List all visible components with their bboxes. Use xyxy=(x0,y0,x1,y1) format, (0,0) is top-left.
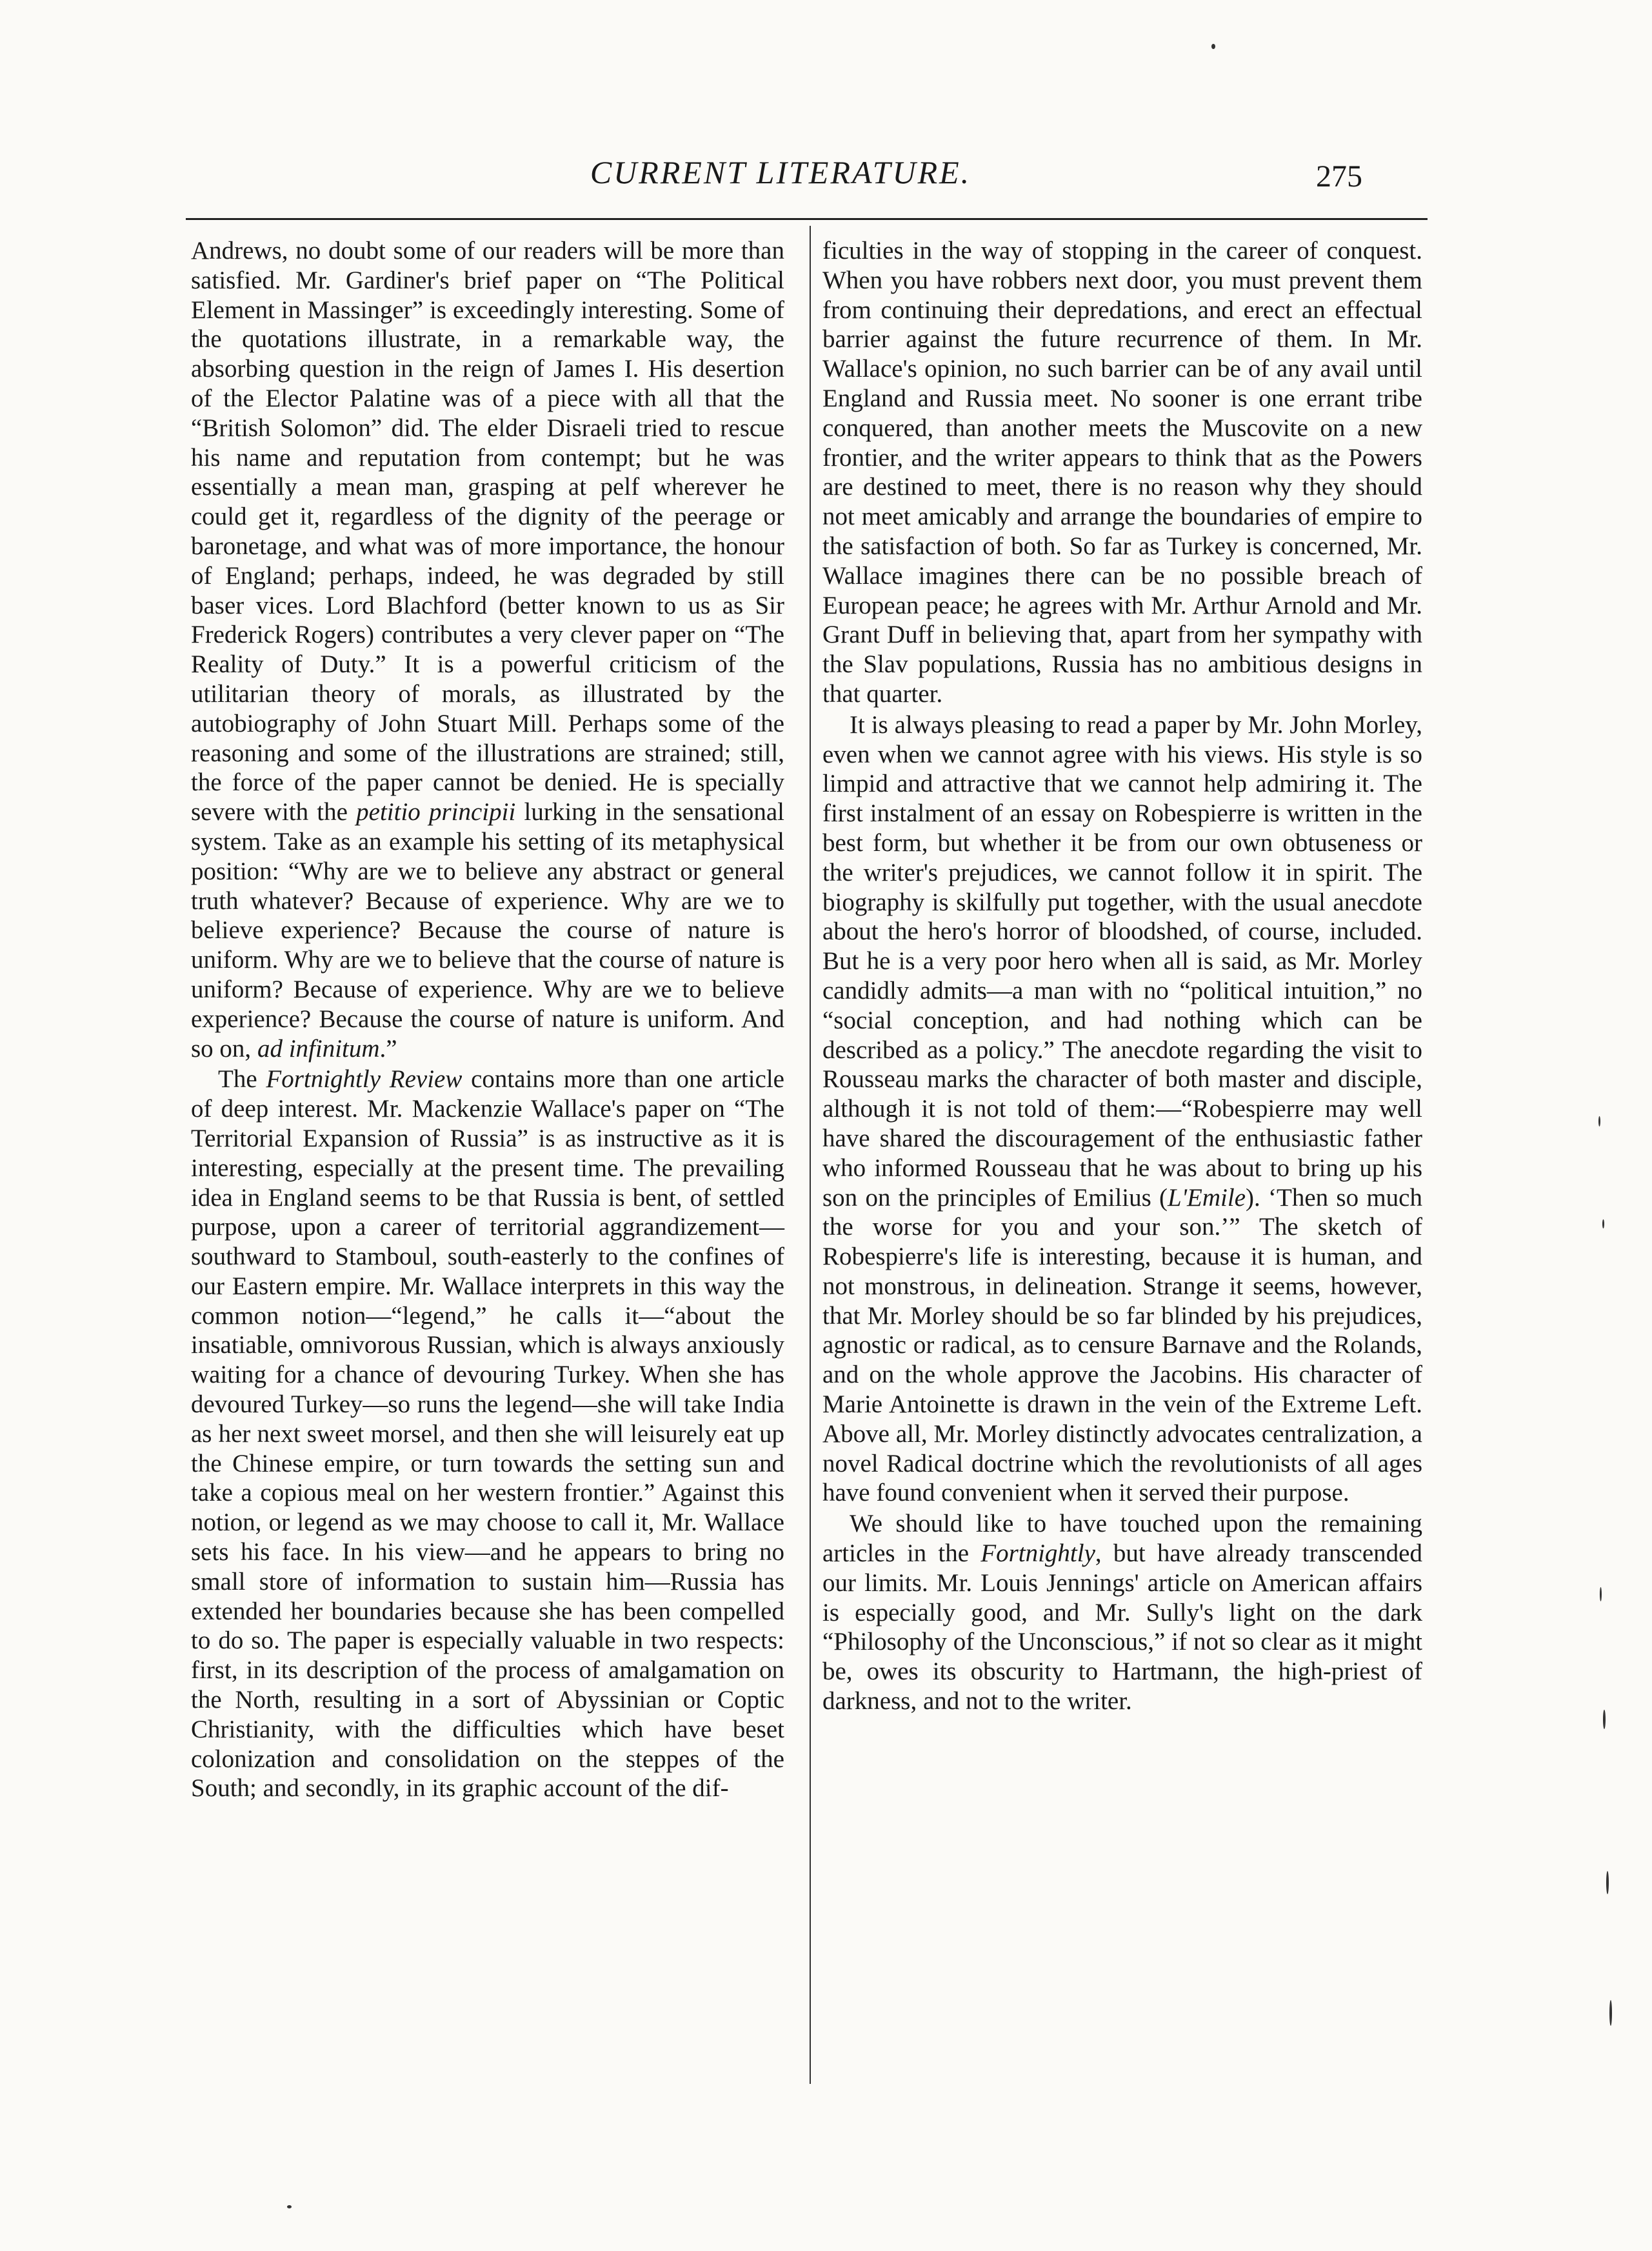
paragraph: It is always pleasing to read a paper by Mr. John Morley, even when we cannot agree with his views. His style is so limpid and attractive that we cannot help admiring it. The first instalment of an essay on Robespierre is written in the best form, but whether it be from our own obtuseness or the writer's prejudices, we cannot follow it in spirit. The biography is skilfully put together, with the usual anecdote about the hero's horror of bloodshed, of course, included. But he is a very poor hero when all is said, as Mr. Morley candidly admits—a man with no “political intuition,” no “social conception, and had nothing which can be described as a policy.” The anecdote regarding the visit to Rousseau marks the character of both master and disciple, although it is not told of them:—“Robespierre may well have shared the discouragement of the enthusiastic father who informed Rousseau that he was about to bring up his son on the principles of Emilius (L'Emile). ‘Then so much the worse for you and your son.’” The sketch of Robespierre's life is interesting, because it is human, and not monstrous, in delineation. Strange it seems, however, that Mr. Morley should be so far blinded by his prejudices, agnostic or radical, as to censure Barnave and the Rolands, and on the whole approve the Jacobins. His character of Marie Antoinette is drawn in the vein of the Extreme Left. Above all, Mr. Morley distinctly advocates centralization, a novel Radical doctrine which the revolutionists of all ages have found convenient when it served their purpose. xyxy=(822,710,1422,1507)
paragraph: ficulties in the way of stopping in the career of conquest. When you have robbers next door, you must prevent them from continuing their depredations, and erect an effectual barrier against the future recurrence of them. In Mr. Wallace's opinion, no such barrier can be of any avail until England and Russia meet. No sooner is one errant tribe conquered, than another meets the Muscovite on a new frontier, and the writer appears to think that as the Powers are destined to meet, there is no reason why they should not meet amicably and arrange the boundaries of empire to the satisfaction of both. So far as Turkey is concerned, Mr. Wallace imagines there can be no possible breach of European peace; he agrees with Mr. Arthur Arnold and Mr. Grant Duff in believing that, apart from her sympathy with the Slav populations, Russia has no ambitious designs in that quarter. xyxy=(822,237,1422,708)
italic-phrase: Fortnightly xyxy=(980,1539,1095,1568)
print-speck xyxy=(1606,1871,1609,1894)
column-divider xyxy=(810,226,811,2084)
print-speck xyxy=(1602,1219,1604,1228)
print-speck xyxy=(287,2205,292,2208)
print-speck xyxy=(1603,1710,1606,1729)
print-speck xyxy=(1211,44,1215,49)
page-title: CURRENT LITERATURE. xyxy=(590,154,971,190)
print-speck xyxy=(1600,1587,1602,1601)
header-rule xyxy=(186,218,1428,220)
right-column xyxy=(822,236,1422,1716)
page-number: 275 xyxy=(1316,159,1362,194)
print-speck xyxy=(1598,1116,1600,1126)
paragraph: Andrews, no doubt some of our readers will be more than satisfied. Mr. Gardiner's brief paper on “The Political Element in Massinger” is exceedingly interesting. Some of the quotations illustrate, in a remarkable way, the absorbing question in the reign of James I. His desertion of the Elector Palatine was of a piece with all that the “British Solomon” did. The elder Disraeli tried to rescue his name and reputation from contempt; but he was essentially a mean man, grasping at pelf wherever he could get it, regardless of the dignity of the peerage or baronetage, and what was of more importance, the honour of England; perhaps, indeed, he was degraded by still baser vices. Lord Blachford (better known to us as Sir Frederick Rogers) contributes a very clever paper on “The Reality of Duty.” It is a powerful criticism of the utilitarian theory of morals, as illustrated by the autobiography of John Stuart Mill. Perhaps some of the reasoning and some of the illustrations are strained; still, the force of the paper cannot be denied. He is specially severe with the petitio principii lurking in the sensational system. Take as an example his setting of its metaphysical position: “Why are we to believe any abstract or general truth whatever? Because of experience. Why are we to believe experience? Because the course of nature is uniform. Why are we to believe that the course of nature is uniform? Because of experience. Why are we to believe experience? Because the course of nature is uniform. And so on, ad infinitum.” xyxy=(191,237,784,1063)
left-column xyxy=(191,236,784,1803)
paragraph: The Fortnightly Review contains more than one article of deep interest. Mr. Mackenzie Wallace's paper on “The Territorial Expansion of Russia” is as instructive as it is interesting, especially at the present time. The prevailing idea in England seems to be that Russia is bent, of settled purpose, upon a career of territorial aggrandizement—southward to Stamboul, south-easterly to the confines of our Eastern empire. Mr. Wallace interprets in this way the common notion—“legend,” he calls it—“about the insatiable, omnivorous Russian, which is always anxiously waiting for a chance of devouring Turkey. When she has devoured Turkey—so runs the legend—she will take India as her next sweet morsel, and then she will leisurely eat up the Chinese empire, or turn towards the setting sun and take a copious meal on her western frontier.” Against this notion, or legend as we may choose to call it, Mr. Wallace sets his face. In his view—and he appears to bring no small store of information to sustain him—Russia has extended her boundaries because she has been compelled to do so. The paper is especially valuable in two respects: first, in its description of the process of amalgamation on the North, resulting in a sort of Abyssinian or Coptic Christianity, with the difficulties which have beset colonization and consolidation on the steppes of the South; and secondly, in its graphic account of the dif- xyxy=(191,1065,784,1803)
print-speck xyxy=(1609,2000,1612,2026)
paragraph: We should like to have touched upon the remaining articles in the Fortnightly, but have already transcended our limits. Mr. Louis Jennings' article on American affairs is especially good, and Mr. Sully's light on the dark “Philosophy of the Unconscious,” if not so clear as it might be, owes its obscurity to Hartmann, the high-priest of darkness, and not to the writer. xyxy=(822,1510,1422,1716)
italic-phrase: ad infinitum xyxy=(257,1034,380,1063)
italic-phrase: Fortnightly Review xyxy=(266,1065,463,1094)
italic-phrase: L'Emile xyxy=(1168,1183,1246,1212)
running-head xyxy=(0,154,1652,205)
italic-phrase: petitio principii xyxy=(356,798,516,826)
